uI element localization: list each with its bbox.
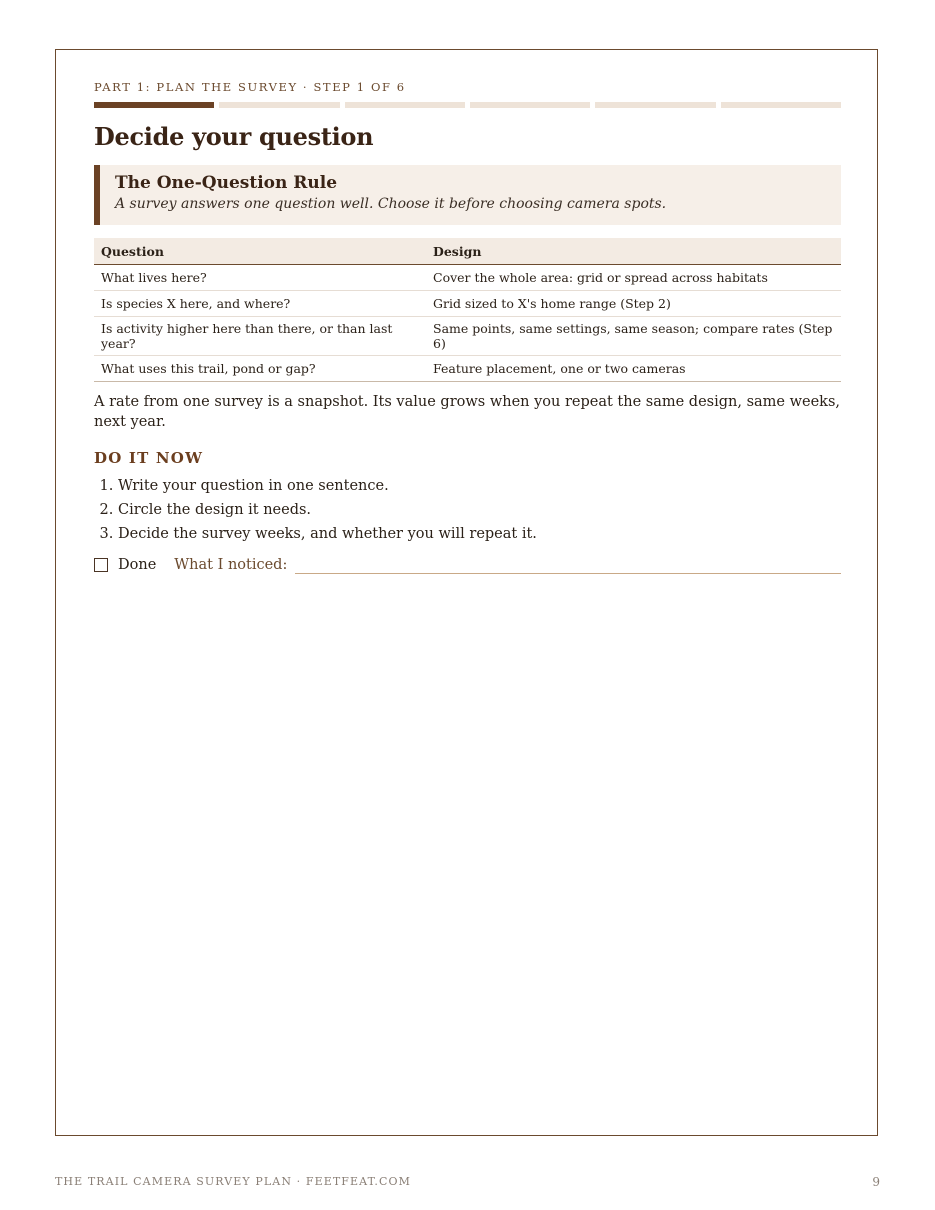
table-row	[94, 265, 841, 291]
list-item: 3. Decide the survey weeks, and whether you will repeat it.	[118, 522, 841, 546]
callout-title: The One-Question Rule	[115, 173, 338, 193]
section-kicker: PART 1: PLAN THE SURVEY · STEP 1 OF 6	[94, 80, 406, 94]
progress-segment	[219, 102, 339, 108]
do-it-now-heading: DO IT NOW	[94, 449, 204, 467]
progress-segment	[595, 102, 715, 108]
progress-segment	[470, 102, 590, 108]
column-header-question: Question	[94, 238, 426, 265]
action-steps-list	[94, 474, 841, 546]
page-frame	[55, 49, 878, 1136]
page-content	[94, 80, 841, 574]
table-cell-design: Same points, same settings, same season; compare rates (Step 6)	[426, 317, 841, 356]
table-row	[94, 317, 841, 356]
column-header-design: Design	[426, 238, 841, 265]
footer-title: THE TRAIL CAMERA SURVEY PLAN · FEETFEAT.COM	[55, 1175, 411, 1188]
table-cell-question: What uses this trail, pond or gap?	[94, 356, 426, 382]
list-item: 2. Circle the design it needs.	[118, 498, 841, 522]
table-row	[94, 356, 841, 382]
table-cell-design: Grid sized to X's home range (Step 2)	[426, 291, 841, 317]
table-cell-design: Feature placement, one or two cameras	[426, 356, 841, 382]
table-row	[94, 291, 841, 317]
table-cell-question: What lives here?	[94, 265, 426, 291]
noticed-write-in-line[interactable]	[295, 555, 841, 574]
snapshot-note: A rate from one survey is a snapshot. Its value grows when you repeat the same design, same weeks, next year.	[94, 394, 841, 430]
progress-segment	[94, 102, 214, 108]
page-number: 9	[872, 1175, 880, 1189]
rule-callout	[94, 165, 841, 225]
callout-text: A survey answers one question well. Choose it before choosing camera spots.	[115, 196, 667, 212]
page-title: Decide your question	[94, 122, 374, 151]
noticed-label: What I noticed:	[174, 556, 288, 573]
done-label: Done	[118, 556, 157, 573]
step-progress-bar	[94, 102, 841, 108]
progress-segment	[721, 102, 841, 108]
table-header-row	[94, 238, 841, 265]
question-design-table	[94, 238, 841, 382]
completion-row	[94, 555, 841, 574]
table-cell-question: Is activity higher here than there, or than last year?	[94, 317, 426, 356]
table-cell-question: Is species X here, and where?	[94, 291, 426, 317]
done-checkbox[interactable]	[94, 558, 108, 572]
table-cell-design: Cover the whole area: grid or spread across habitats	[426, 265, 841, 291]
list-item: 1. Write your question in one sentence.	[118, 474, 841, 498]
progress-segment	[345, 102, 465, 108]
